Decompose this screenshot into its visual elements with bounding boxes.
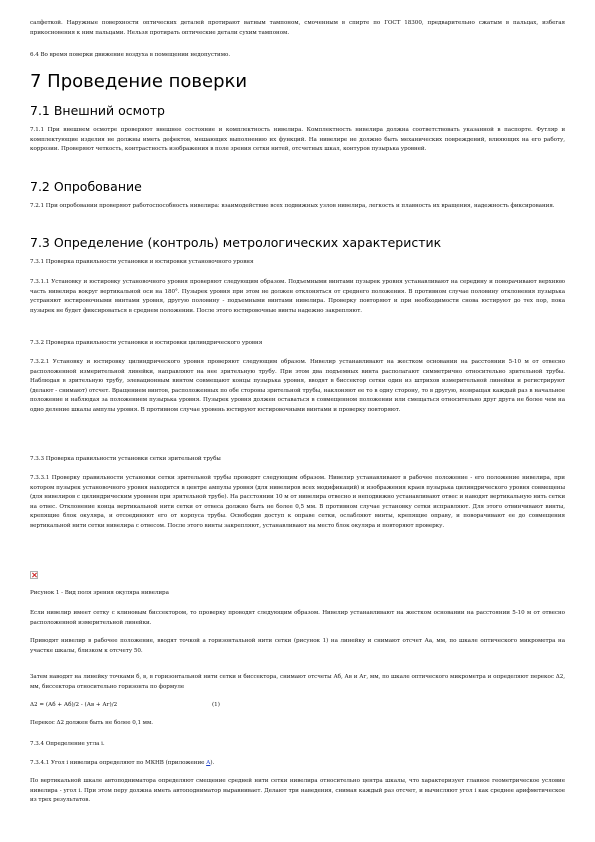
paragraph-7-3-1: 7.3.1 Проверка правильности установки и юстировки установочного уровня xyxy=(30,259,254,265)
paragraph-7-3-4-1 xyxy=(30,759,565,769)
paragraph-6-4: 6.4 Во время поверки движение воздуха в помещении недопустимо. xyxy=(30,52,231,58)
figure-1-caption: Рисунок 1 - Вид поля зрения окуляра нивелира xyxy=(30,590,169,596)
paragraph-top: салфеткой. Наружные поверхности оптических деталей протирают ватным тампоном, смоченным в спирте по ГОСТ 18300, предварительно сжатым в пальцах, избегая прикосновения к ним пальцами. Нельзя протирать оптические детали сухим тампоном. xyxy=(30,20,565,36)
paragraph-bisector-check: Если нивелир имеет сетку с клиновым биссектором, то проверку проводят следующим образом. Нивелир устанавливают на жестком основании на расстоянии 5-10 м от отвесно расположенной измерительной линейки. xyxy=(30,610,565,626)
paragraph-7-3-4: 7.3.4 Определение угла i. xyxy=(30,741,105,747)
paragraph-7-2-1: 7.2.1 При опробовании проверяют работоспособность нивелира: взаимодействие всех подвижных узлов нивелира, легкость и плавность их вращения, надежность фиксирования. xyxy=(30,203,555,209)
paragraph-7-3-2: 7.3.2 Проверка правильности установки и юстировки цилиндрического уровня xyxy=(30,340,263,346)
paragraph-7-3-4-1-end: ). xyxy=(210,760,215,766)
heading-7-1: 7.1 Внешний осмотр xyxy=(30,103,165,118)
paragraph-skew-limit: Перекос Δ2 должен быть не более 0,1 мм. xyxy=(30,720,154,726)
paragraph-readings: Затем наводят на линейку точками б, в, в горизонтальной нити сетки и биссектора, снимают отсчеты Аб, Ав и Аг, мм, по шкале оптического микрометра и определяют перекос Δ2, мм, биссектора относительно горизонта по формуле xyxy=(30,674,565,690)
paragraph-7-3-4-1-text: 7.3.4.1 Угол i нивелира определяют по МКНВ (приложение xyxy=(30,760,207,766)
paragraph-7-1-1: 7.1.1 При внешнем осмотре проверяют внешнее состояние и комплектность нивелира. Комплектность нивелира должна соответствовать указанной в паспорте. Футляр и комплектующие изделия не должны иметь дефектов, мешающих выполнению их функций. На нивелире не должно быть механических повреждений, влияющих на его работу, коррозии. Проверяют четкость, контрастность изображения в поле зрения сетки нитей, отсчетных шкал, контуров пузырька уровней. xyxy=(30,127,565,153)
paragraph-working-position: Приводят нивелир в рабочее положение, вводят точкой а горизонтальной нити сетки (рисунок 1) на линейку и снимают отсчет Аа, мм, по шкале оптического микрометра на участке шкалы, близком к отсчету 50. xyxy=(30,638,565,654)
paragraph-7-3-3: 7.3.3 Проверка правильности установки сетки зрительной трубы xyxy=(30,456,221,462)
appendix-a-link[interactable]: А xyxy=(206,760,211,766)
paragraph-7-3-3-1: 7.3.3.1 Проверку правильности установки сетки зрительной трубы проводят следующим образом. Нивелир устанавливают в рабочее положение - его положение нивелира, при котором пузырек установочного уровня находится в центре ампулы уровня (для нивелиров всех модификаций) и изображения краев пузырька цилиндрического уровня совмещены (для нивелиров с цилиндрическим уровнем при зрительной трубе). На расстоянии 10 м от нивелира отвесно и неподвижно устанавливают отвес и наводят вертикальную нить сетки на отвес. Отклонение конца вертикальной нити сетки от отвеса должно быть не более 0,5 мм. В противном случае установку сетки исправляют. Для этого отвинчивают винты, крепящие блок окуляра, и отсоединяют его от корпуса трубы. Освободив доступ к оправе сетки, ослабляют винты, крепящие оправу, и поворачивают ее до совмещения вертикальной нити сетки нивелира с отвесом. После этого винты закрепляют, устанавливают на место блок окуляра и повторяют проверку. xyxy=(30,475,565,530)
formula-1-number: (1) xyxy=(212,702,220,708)
paragraph-autocollimator: По вертикальной шкале автоподниматора определяют смещение средней нити сетки нивелира относительно центра шкалы, что характеризует главное геометрическое условие нивелира - угол i. При этом перу должна иметь автоподниматор выравнивает. Делают три наведения, снимая каждый раз отсчет, и вычисляют угол i как среднее арифметическое из трех результатов. xyxy=(30,778,565,804)
heading-7-3: 7.3 Определение (контроль) метрологических характеристик xyxy=(30,235,442,250)
paragraph-7-3-1-1: 7.3.1.1 Установку и юстировку установочного уровня проверяют следующим образом. Подъемными винтами пузырек уровня устанавливают на середину и поворачивают верхнюю часть нивелира вокруг вертикальной оси на 180°. Пузырек уровня при этом не должен отклоняться от среднего положения. В противном случае половину отклонения пузырька устраняют юстировочными винтами уровня, другую половину - подъемными винтами нивелира. Проверку повторяют и при необходимости снова юстируют до тех пор, пока пузырек не будет фиксироваться в среднем положении. После этого юстировочные винты надежно закрепляют. xyxy=(30,279,565,314)
formula-1: Δ2 = (Аб + Аб)/2 - (Ав + Аг)/2 xyxy=(30,702,118,708)
paragraph-7-3-2-1: 7.3.2.1 Установку и юстировку цилиндрического уровня проверяют следующим образом. Нивелир устанавливают на жестком основании на расстоянии 5-10 м от отвесно расположенной измерительной линейки, направляют на нее зрительную трубу. При этом два подъемных винта располагают симметрично относительно зрительной трубы. Наблюдая в зрительную трубу, элевационным винтом совмещают концы пузырька уровня, вводят в биссектор сетки один из штрихов измерительной линейки и регистрируют (делают - снимают) отсчет. Вращением винтов, расположенных по обе стороны зрительной трубы, наклоняют ее то в одну сторону, то в другую, возвращая каждый раз в начальное положение и наблюдая за положением пузырька уровня. Пузырек уровня должен оставаться в совмещенном положении или смещаться относительно друг друга не более чем на одно деление шкалы ампулы уровня. В противном случае уровень юстируют юстировочными винтами и проверку повторяют. xyxy=(30,359,565,414)
figure-1-broken-image-icon xyxy=(30,571,38,579)
heading-7-2: 7.2 Опробование xyxy=(30,179,142,194)
heading-section-7: 7 Проведение поверки xyxy=(30,71,248,92)
